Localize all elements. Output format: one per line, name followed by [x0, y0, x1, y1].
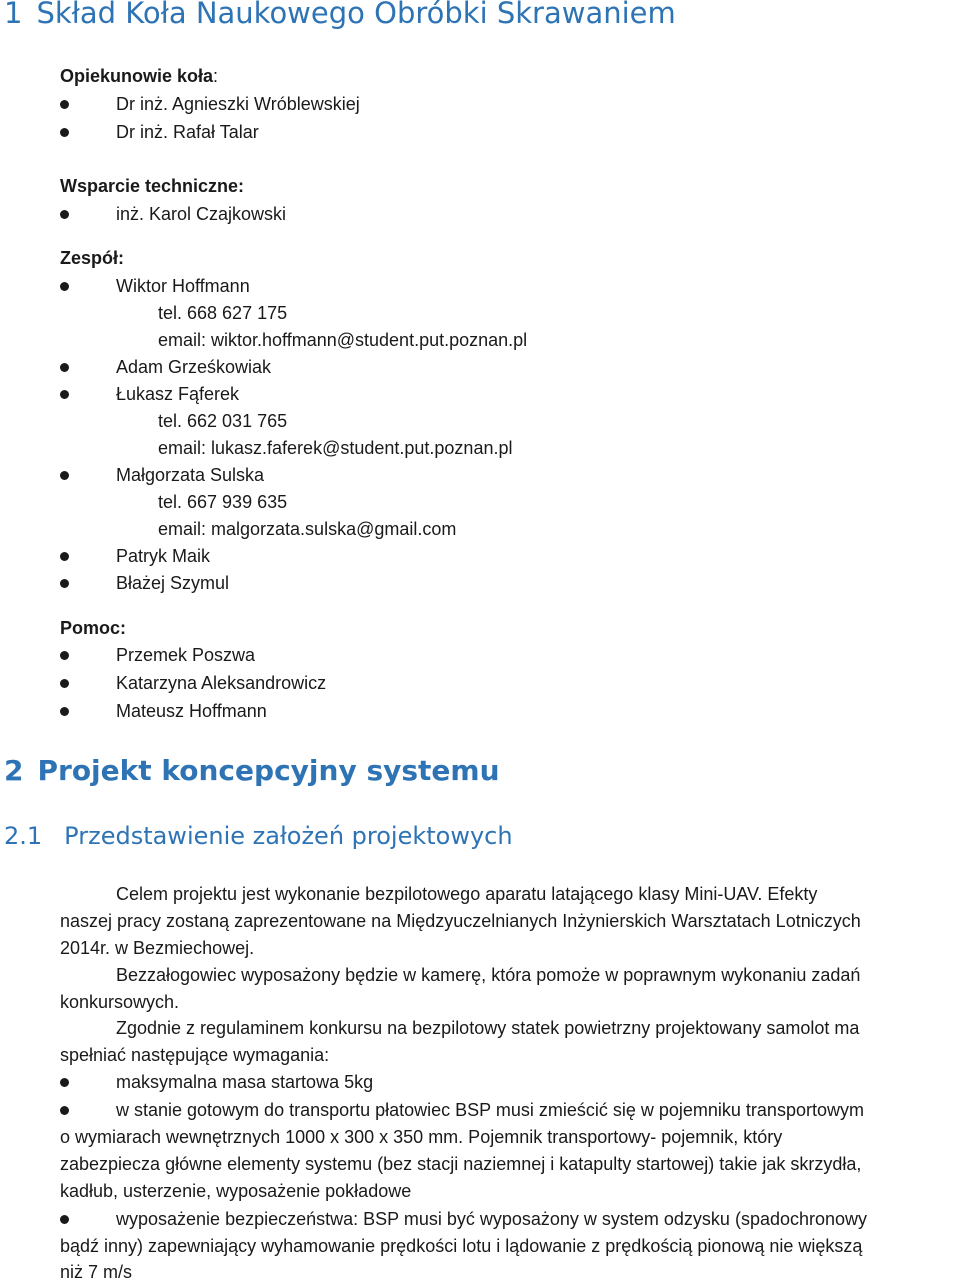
- subsection-number: 2.1: [4, 822, 43, 850]
- paragraph-line: 2014r. w Bezmiechowej.: [60, 938, 255, 958]
- bullet: [60, 651, 69, 660]
- bullet: [60, 1078, 69, 1087]
- list-item: Katarzyna Aleksandrowicz: [116, 673, 327, 693]
- bullet: [60, 471, 69, 480]
- paragraph-line: Celem projektu jest wykonanie bezpilotowego aparatu latającego klasy Mini-UAV. Efekty: [116, 884, 818, 904]
- subsection-heading: [4, 822, 513, 850]
- section-heading-1: [4, 0, 676, 30]
- list-item: Przemek Poszwa: [116, 645, 256, 665]
- bullet: [60, 552, 69, 561]
- section-number: 1: [4, 0, 23, 30]
- bullet: [60, 282, 69, 291]
- tech-support-label: Wsparcie techniczne:: [60, 176, 245, 196]
- list-item: Dr inż. Agnieszki Wróblewskiej: [116, 94, 360, 114]
- bullet: [60, 1215, 69, 1224]
- team-label: Zespół:: [60, 248, 125, 268]
- bullet: [60, 579, 69, 588]
- team-member-tel: tel. 667 939 635: [158, 492, 288, 512]
- bullet: [60, 128, 69, 137]
- bullet: [60, 707, 69, 716]
- paragraph-line: Zgodnie z regulaminem konkursu na bezpilotowy statek powietrzny projektowany samolot ma: [116, 1018, 860, 1038]
- bullet: [60, 100, 69, 109]
- requirement-line: niż 7 m/s: [60, 1262, 133, 1282]
- team-member-email: email: lukasz.faferek@student.put.poznan.pl: [158, 438, 513, 458]
- paragraph-line: naszej pracy zostaną zaprezentowane na Międzyuczelnianych Inżynierskich Warsztatach Lotniczych: [60, 911, 861, 931]
- team-member-name: Patryk Maik: [116, 546, 211, 566]
- bullet: [60, 679, 69, 688]
- team-member-name: Błażej Szymul: [116, 573, 230, 593]
- bullet: [60, 210, 69, 219]
- list-item: Mateusz Hoffmann: [116, 701, 267, 721]
- list-item: Dr inż. Rafał Talar: [116, 122, 259, 142]
- requirement-line: wyposażenie bezpieczeństwa: BSP musi być wyposażony w system odzysku (spadochronowy: [116, 1209, 868, 1229]
- requirement-line: w stanie gotowym do transportu płatowiec BSP musi zmieścić się w pojemniku transportowym: [116, 1100, 864, 1120]
- requirement-line: maksymalna masa startowa 5kg: [116, 1072, 374, 1092]
- requirement-line: bądź inny) zapewniający wyhamowanie prędkości lotu i lądowanie z prędkością pionową nie większą: [60, 1236, 863, 1256]
- team-member-tel: tel. 662 031 765: [158, 411, 288, 431]
- team-member-name: Małgorzata Sulska: [116, 465, 265, 485]
- subsection-title: Przedstawienie założeń projektowych: [64, 822, 513, 850]
- team-member-email: email: wiktor.hoffmann@student.put.poznan.pl: [158, 330, 528, 350]
- team-member-name: Adam Grześkowiak: [116, 357, 272, 377]
- help-label: Pomoc:: [60, 618, 127, 638]
- section-heading-2: [4, 754, 500, 787]
- team-member-tel: tel. 668 627 175: [158, 303, 288, 323]
- team-member-email: email: malgorzata.sulska@gmail.com: [158, 519, 457, 539]
- team-member-name: Łukasz Fąferek: [116, 384, 240, 404]
- requirement-line: kadłub, usterzenie, wyposażenie pokładowe: [60, 1181, 412, 1201]
- paragraph-line: Bezzałogowiec wyposażony będzie w kamerę, która pomoże w poprawnym wykonaniu zadań: [116, 965, 861, 985]
- section-title: Projekt koncepcyjny systemu: [37, 754, 500, 787]
- list-item: inż. Karol Czajkowski: [116, 204, 287, 224]
- requirement-line: zabezpiecza główne elementy systemu (bez stacji naziemnej i katapulty startowej) takie jak skrzydła,: [60, 1154, 862, 1174]
- section-title: Skład Koła Naukowego Obróbki Skrawaniem: [36, 0, 676, 30]
- bullet: [60, 1106, 69, 1115]
- paragraph-line: spełniać następujące wymagania:: [60, 1045, 330, 1065]
- bullet: [60, 363, 69, 372]
- requirement-line: o wymiarach wewnętrznych 1000 x 300 x 350 mm. Pojemnik transportowy- pojemnik, który: [60, 1127, 783, 1147]
- supervisors-label: Opiekunowie koła:: [60, 66, 219, 86]
- team-member-name: Wiktor Hoffmann: [116, 276, 250, 296]
- section-number: 2: [4, 754, 24, 787]
- paragraph-line: konkursowych.: [60, 992, 180, 1012]
- bullet: [60, 390, 69, 399]
